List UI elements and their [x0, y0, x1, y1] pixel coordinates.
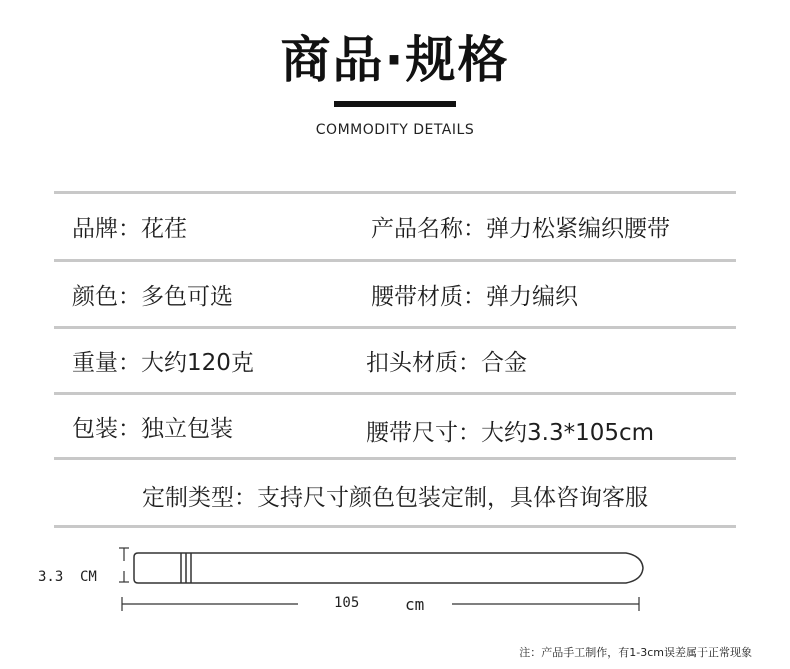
width-dimension-marker	[119, 548, 129, 582]
length-unit: cm	[405, 595, 425, 614]
page-title: 商品·规格	[280, 31, 510, 89]
belt-outline	[134, 553, 643, 583]
spec-customization: 定制类型：支持尺寸颜色包装定制，具体咨询客服	[142, 485, 648, 511]
spec-brand: 品牌：花荏	[72, 216, 187, 242]
footnote: 注：产品手工制作，有1-3cm误差属于正常现象	[519, 646, 752, 659]
width-value: 3.3	[38, 569, 64, 585]
spec-belt-material: 腰带材质：弹力编织	[371, 284, 578, 310]
spec-belt-size: 腰带尺寸：大约3.3*105cm	[366, 420, 655, 446]
length-value: 105	[334, 595, 360, 611]
spec-buckle-material: 扣头材质：合金	[366, 350, 527, 376]
spec-color: 颜色：多色可选	[72, 284, 233, 310]
width-unit: CM	[80, 569, 97, 585]
spec-weight: 重量：大约120克	[72, 350, 254, 376]
length-dimension-marker	[122, 597, 639, 611]
spec-product-name: 产品名称：弹力松紧编织腰带	[371, 216, 670, 242]
page-subtitle: COMMODITY DETAILS	[315, 122, 475, 138]
spec-packaging: 包装：独立包装	[72, 416, 233, 442]
